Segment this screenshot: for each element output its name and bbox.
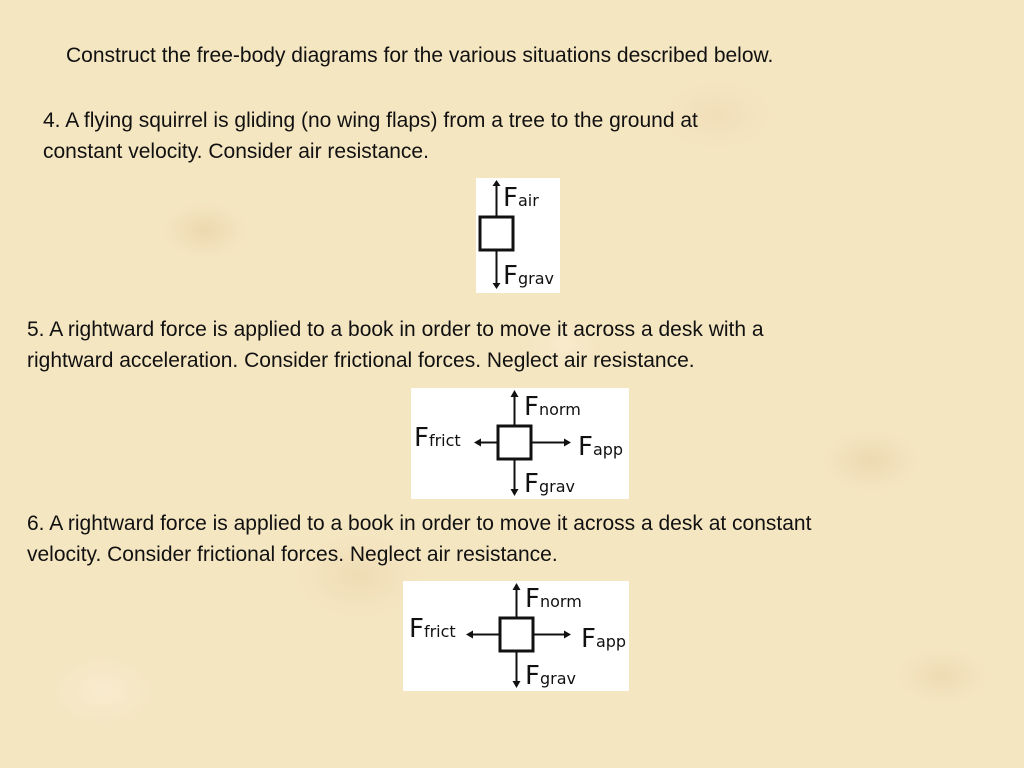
force-label-app: Fapp — [578, 432, 624, 462]
problem-5-line-2: rightward acceleration. Consider frictional forces. Neglect air resistance. — [27, 349, 695, 372]
force-label-air: Fair — [503, 183, 539, 213]
free-body-diagram-5 — [411, 388, 629, 499]
force-arrow-frict — [474, 439, 498, 447]
force-arrow-norm — [513, 583, 521, 618]
problem-6-line-1: 6. A rightward force is applied to a book in order to move it across a desk at constant — [27, 512, 812, 535]
problem-4-line-1: 4. A flying squirrel is gliding (no wing flaps) from a tree to the ground at — [43, 109, 698, 132]
force-label-grav: Fgrav — [503, 261, 554, 291]
free-body-diagram-4 — [476, 178, 560, 293]
force-arrow-app — [531, 439, 571, 447]
force-arrow-norm — [511, 390, 519, 426]
problem-5-line-1: 5. A rightward force is applied to a book in order to move it across a desk with a — [27, 318, 764, 341]
force-arrow-grav — [513, 651, 521, 688]
object-box — [498, 426, 531, 459]
force-label-norm: Fnorm — [524, 392, 581, 422]
force-label-grav: Fgrav — [524, 469, 575, 499]
force-arrow-app — [533, 631, 571, 639]
object-box — [480, 217, 513, 250]
force-arrow-grav — [493, 250, 501, 289]
force-label-frict: Ffrict — [414, 423, 461, 453]
free-body-diagram-6 — [403, 581, 629, 691]
force-label-app: Fapp — [581, 624, 627, 654]
force-label-grav: Fgrav — [525, 661, 576, 691]
object-box — [500, 618, 533, 651]
force-arrow-grav — [511, 459, 519, 496]
force-arrow-air — [493, 180, 501, 217]
instruction-text: Construct the free-body diagrams for the various situations described below. — [66, 44, 774, 67]
force-label-norm: Fnorm — [525, 584, 582, 614]
force-arrow-frict — [466, 631, 500, 639]
problem-6-line-2: velocity. Consider frictional forces. Neglect air resistance. — [27, 543, 558, 566]
problem-4-line-2: constant velocity. Consider air resistance. — [43, 140, 429, 163]
force-label-frict: Ffrict — [409, 614, 456, 644]
